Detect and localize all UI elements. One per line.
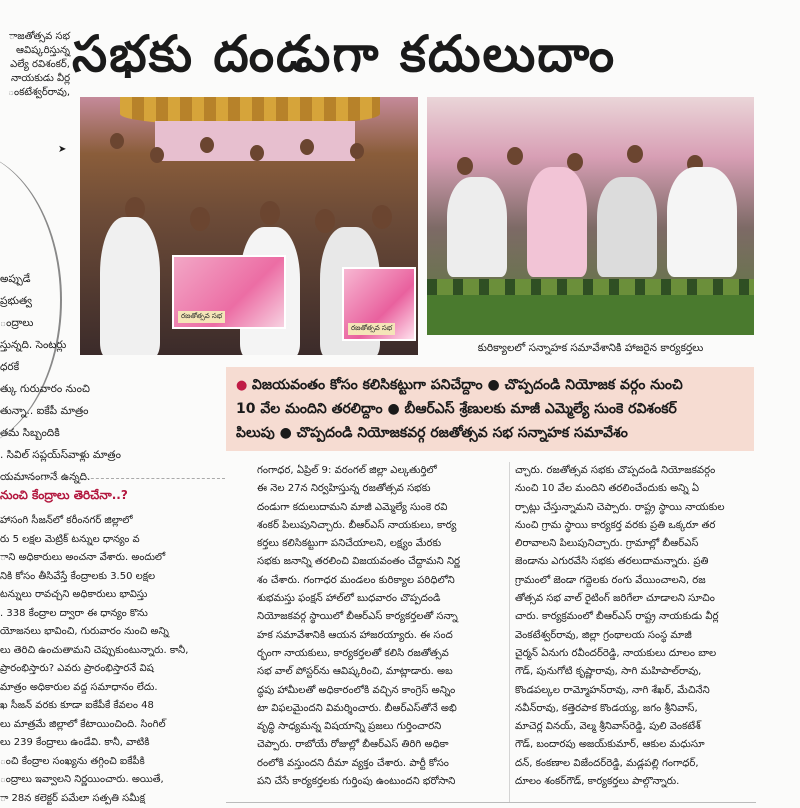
crowd-head [507, 147, 523, 165]
meeting-attendees-photo [427, 97, 754, 335]
headline: సభకు దండుగా కదులుదాం [72, 25, 617, 83]
crowd-head [315, 209, 335, 233]
crowd-head [200, 137, 214, 153]
crowd-head [350, 143, 364, 159]
highlight-line: 10 వేల మందిని తరలిద్దాం ● బీఆర్‌ఎస్‌ శ్రేణులకు మాజీ ఎమ్మెల్యే సుంకె రవిశంకర్‌ [236, 401, 677, 417]
highlight-line: విజయవంతం కోసం కలిసికట్టుగా పనిచేద్దాం ● చొప్పదండి నియోజక వర్గం నుంచి [251, 377, 683, 393]
seated-attendee [597, 177, 657, 277]
article-column-1: గంగాధర, ఏప్రిల్‌ 9: వరంగల్‌ జిల్లా ఎల్కతుర్తిలో ఈ నెల 27న నిర్వహిస్తున్న రజతోత్సవ సభకు దండుగా కదులుదామని మాజీ ఎమ్మెల్యే సుంకె రవి శంకర్‌ పిలుపునిచ్చారు. బీఆర్‌ఎస్‌ నాయకులు, కార్య కర్తలు కలిసికట్టుగా పనిచేయాలని, లక్ష్యం మేరకు సభకు జనాన్ని తరలించి విజయవంతం చేద్దామని నిర్ణ శం చేశారు. గంగాధర మండలం కురిక్యాల పరిధిలోని శుభమస్తు ఫంక్షన్‌ హాల్‌లో బుధవారం చొప్పదండి నియోజకవర్గ స్థాయిలో బీఆర్‌ఎస్‌ కార్యకర్తలతో సన్నా హక సమావేశానికి ఆయన హాజరయ్యారు. ఈ సంద ర్భంగా నాయకులు, కార్యకర్తలతో కలిసి రజతోత్సవ సభ వాల్‌ పోస్టర్‌ను ఆవిష్కరించి, మాట్లాడారు. అబ ద్ధపు హామీలతో అధికారంలోకి వచ్చిన కాంగ్రెస్‌ అన్నిం టా విఫలమైందని విమర్శించారు. బీఆర్‌ఎస్‌తోనే అభి వృద్ధి సాధ్యమన్న విషయాన్ని ప్రజలు గుర్తించారని చెప్పారు. రాబోయే రోజుల్లో బీఆర్‌ఎస్‌ తిరిగి అధికా రంలోకి వస్తుందని దీమా వ్యక్తం చేశారు. పార్టీ కోసం పని చేసే కార్యకర్తలకు గుర్తింపు ఉంటుందని భరోసాని [257, 465, 461, 788]
bottom-divider [226, 802, 756, 803]
left-top-fragment: ాజతోత్సవ సభ ఆవిష్కరిస్తున్న ఎల్యే రవిశంకర్, నాయకుడు వీర్ల ంకటేశ్వర్‌రావు, [8, 31, 70, 98]
bullet-icon: ● [236, 378, 252, 393]
crowd-head [457, 157, 473, 175]
highlight-line: పిలుపు ● చొప్పదండి నియోజకవర్గ రజతోత్సవ సభ సన్నాహక సమావేశం [236, 425, 628, 441]
left-body-text: హాసంగి సీజన్‌లో కరీంనగర్‌ జిల్లాలో రు 5 లక్షల మెట్రిక్‌ టన్నుల ధాన్యం వ ాని అధికారులు అంచనా వేశారు. అందులో నికి కోసం తీసివేస్తే కేంద్రాలకు 3.50 లక్షల టన్నులు రావచ్చని అధికారులు భావిస్తు . 338 కేంద్రాల ద్వారా ఈ ధాన్యం కొను యోజనలు భావించి, గురువారం నుంచి అన్ని లు తెరిచి ఉంచుతామని చెప్పుకుంటున్నారు. కానీ, ప్రారంభిస్తారు? ఎవరు ప్రారంభిస్తారనే విష మాత్రం అధికారుల వద్ద సమాధానం లేదు. ఖ సీజన్‌ వరకు కూడా ఐకేపీకే కేవలం 48 లు మాత్రమే జిల్లాలో కేటాయించింది. సింగిల్‌ లు 239 కేంద్రాలు ఉండేవి. కానీ, వాటికి ంచి కేంద్రాల సంఖ్యను తగ్గించి ఐకేపీకి ంద్రాలు ఇవ్వాలని నిర్ణయించారు. అయితే, ా 28న కలెక్టర్‌ పమేలా సత్పతి సమీక్ష [0, 515, 189, 804]
article-column-2: చ్చారు. రజతోత్సవ సభకు చొప్పదండి నియోజకవర్గం నుంచి 10 వేల మందిని తరలించేందుకు అన్ని ఏ ర్పాట్లు చేస్తున్నామని చెప్పారు. రాష్ట్ర స్థాయి నాయకుల నుంచి గ్రామ స్థాయి కార్యకర్త వరకు ప్రతి ఒక్కరూ తర లిరావాలని పిలుపునిచ్చారు. గ్రామాల్లో బీఆర్‌ఎస్‌ జెండాను ఎగురవేసి సభకు తరలుదామన్నారు. ప్రతి గ్రామంలో జెండా గద్దెలకు రంగు వేయించాలని, రజ తోత్సవ సభ వాల్‌ రైటింగ్‌ జరిగేలా చూడాలని సూచిం చారు. కార్యక్రమంలో బీఆర్‌ఎస్‌ రాష్ట్ర నాయకుడు వీర్ల వెంకటేశ్వర్‌రావు, జిల్లా గ్రంథాలయ సంస్థ మాజీ చైర్మన్‌ ఏనుగు రవీందర్‌రెడ్డి, నాయకులు దూలం బాల గౌడ్‌, పునుగోటి కృష్ణారావు, సాగి మహిపాల్‌రావు, కొండపల్కల రామ్మోహన్‌రావు, నాగి శేఖర్‌, మేచినేని నవీన్‌రావు, కత్తెరపాక కొండయ్య, జగం శ్రీనివాస్‌, మాచెర్ల వినయ్‌, వెల్మ శ్రీనివాస్‌రెడ్డి, పులి వెంకటేశ్‌ గౌడ్‌, బందారపు అజయ్‌కుమార్‌, ఆకుల మధుసూ దన్‌, కంకణాల విజేందర్‌రెడ్డి, మడ్లపల్లి గంగాధర్‌, దూలం శంకర్‌గౌడ్‌, కార్యకర్తలు పాల్గొన్నారు. [515, 465, 725, 788]
crowd-head [110, 133, 124, 149]
crowd-head [250, 145, 264, 161]
crowd-head [260, 201, 280, 225]
crowd-head [627, 145, 643, 163]
column-divider [509, 462, 510, 802]
crowd-head [372, 205, 392, 229]
seated-attendee [667, 167, 737, 277]
arrow-icon: ➤ [58, 144, 67, 155]
seated-attendee [447, 177, 507, 277]
poster-right: రజతోత్సవ సభ [342, 267, 416, 341]
left-divider [0, 478, 225, 479]
seated-attendee [527, 167, 587, 277]
poster-unveiling-photo [80, 97, 418, 355]
left-mid-text: అప్పుడే ప్రభుత్వ ంద్రాలు స్తున్నది. సెంటర్లు ధరకే త్కు గురువారం నుంచి తున్నా.. ఐకేపీ మాత్రం తమ సిబ్బందికి . సివిల్‌ సప్లయ్‌స్‌వాళ్లు మాత్రం యమానంగానే ఉన్నది. [0, 273, 121, 483]
crowd-head [300, 139, 314, 155]
left-subheading: నుంచి కేంద్రాలు తెరిచేనా..? [0, 488, 128, 502]
highlights-box [226, 367, 754, 451]
green-floor [427, 295, 754, 335]
poster-left: రజతోత్సవ సభ [172, 255, 286, 329]
crowd-head [190, 207, 210, 231]
photo-caption: కురిక్యాలలో సన్నాహక సమావేశానికి హాజరైన కార్యకర్తలు [477, 342, 704, 354]
person-white-shirt [100, 217, 160, 355]
crowd-head [150, 147, 164, 163]
